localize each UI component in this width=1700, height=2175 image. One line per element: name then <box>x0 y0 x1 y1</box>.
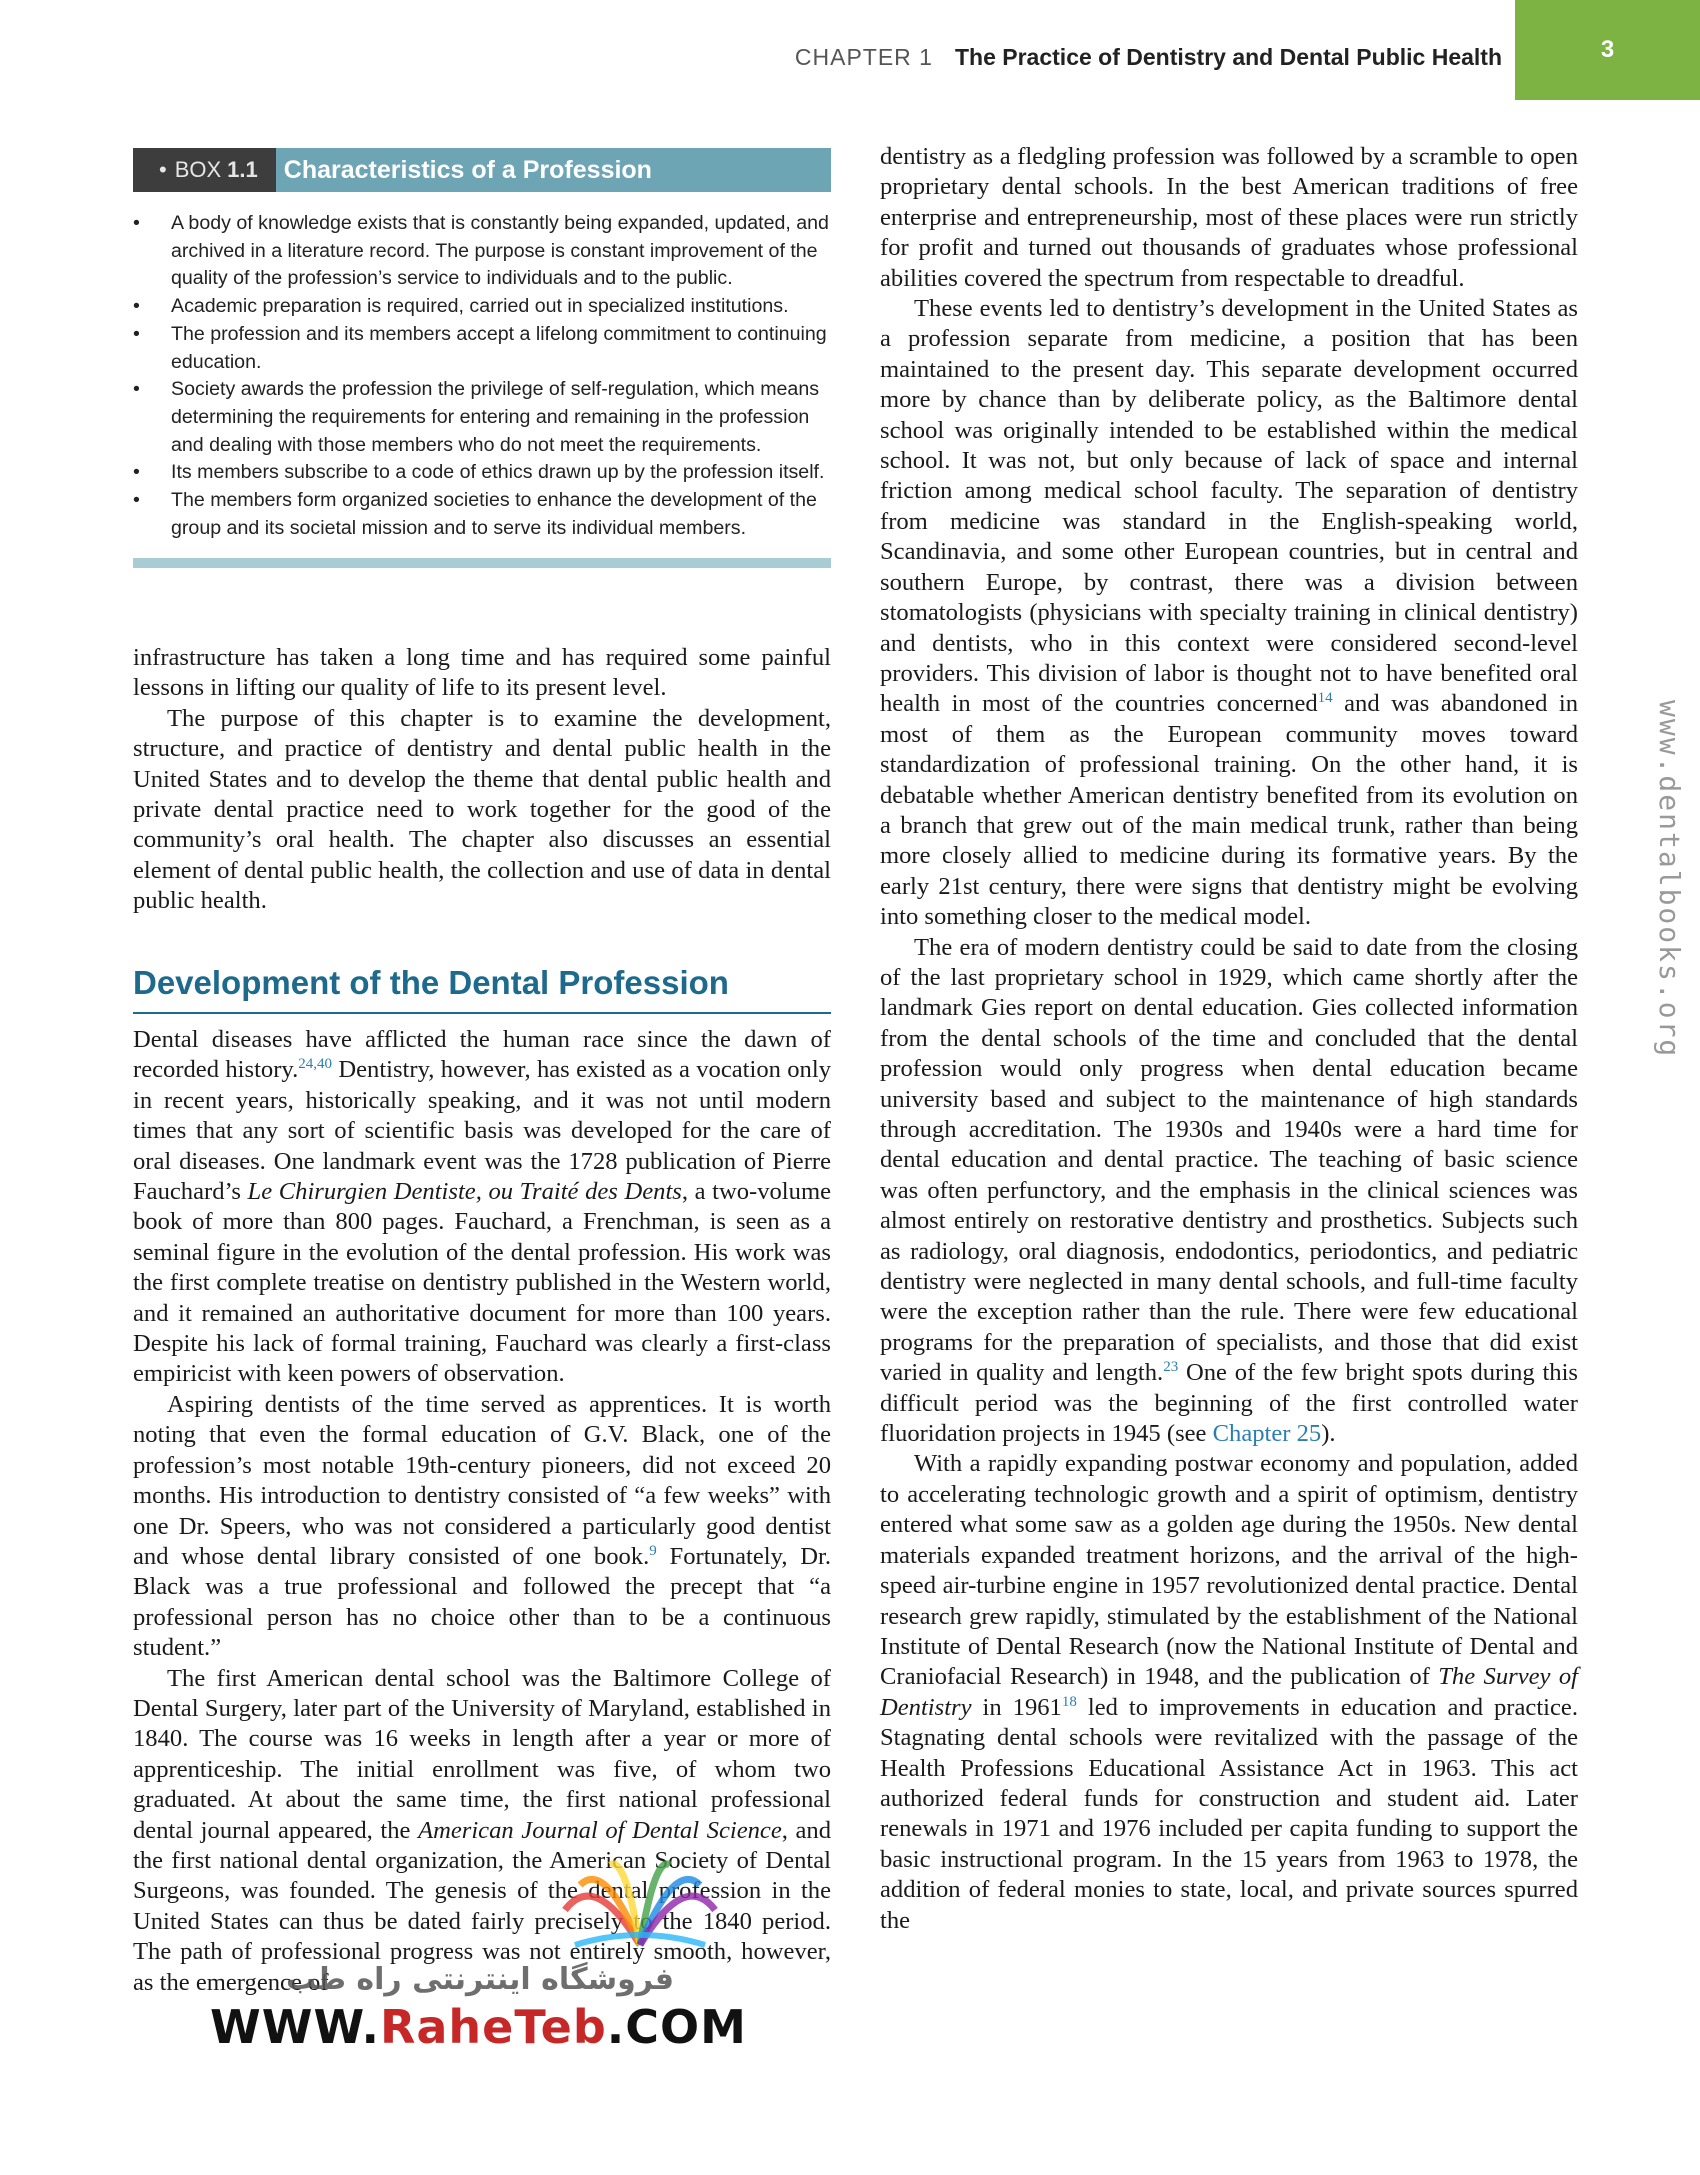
text-run: The first American dental school was the Baltimore College of Dental Surgery, later part of the University of Maryland, established in 1840. The course was 16 weeks in length after a year or more of apprenticeship. The initial enrollment was five, of whom two graduated. At about the same time, the first national professional dental journal appeared, the <box>133 1664 831 1844</box>
text-run: The era of modern dentistry could be said to date from the closing of the last proprietary school in 1929, which came shortly after the landmark Gies report on dental education. Gies collected information from the dental schools of the time and concluded that the dental profession would only progress when dental education became university based and subject to the maintenance of high standards through accreditation. The 1930s and 1940s were a hard time for dental education and dental practice. The teaching of basic science was often perfunctory, and the emphasis in the clinical sciences was almost entirely on restorative dentistry and prosthetics. Subjects such as radiology, oral diagnosis, endodontics, periodontics, and pediatric dentistry were neglected in many dental schools, and full-time faculty were the exception rather than the rule. There were few educational programs for the preparation of specialists, and those that did exist varied in quality and length. <box>880 933 1578 1387</box>
chapter-link[interactable]: Chapter 25 <box>1212 1420 1322 1448</box>
box-title: Characteristics of a Profession <box>276 148 831 192</box>
box-characteristics <box>133 148 831 568</box>
chapter-title: The Practice of Dentistry and Dental Public Health <box>954 44 1502 70</box>
paragraph <box>880 1449 1578 1936</box>
box-label <box>133 148 276 192</box>
box-list <box>133 210 831 542</box>
url-part: WWW. <box>210 2000 380 2054</box>
bullet-icon: • <box>159 157 167 182</box>
text-run: led to improvements in education and practice. Stagnating dental schools were revitalized with the passage of the Health Professions Educational Assistance Act in 1963. This act authorized federal funds for construction and student aid. Later renewals in 1971 and 1976 included per capita funding to support the basic instructional program. In the 15 years from 1963 to 1978, the addition of federal monies to state, local, and private sources spurred the <box>880 1693 1578 1934</box>
text-run: One of the few bright spots during this difficult period was the beginning of the first controlled water fluoridation projects in 1945 (see <box>880 1359 1578 1448</box>
paragraph: dentistry as a fledgling profession was followed by a scramble to open proprietary dental schools. In the best American traditions of free enterprise and entrepreneurship, most of these places were run strictly for profit and turned out thousands of graduates whose professional abilities covered the spectrum from respectable to dreadful. <box>880 143 1578 292</box>
reference-link[interactable]: 9 <box>649 1542 657 1559</box>
paragraph: infrastructure has taken a long time and has required some painful lessons in lifting our quality of life to its present level. <box>133 644 831 702</box>
paragraph <box>880 933 1578 1450</box>
publication-title: The Survey of Dentistry <box>880 1663 1578 1721</box>
box-number: 1.1 <box>227 157 258 182</box>
text-run: , a two-volume book of more than 800 pages. Fauchard, a Frenchman, is seen as a seminal figure in the evolution of the dental profession. His work was the first complete treatise on dentistry published in the Western world, and it remained an authoritative document for more than 100 years. Despite his lack of formal training, Fauchard was clearly a first-class empiricist with keen powers of observation. <box>133 1178 831 1388</box>
paragraph <box>880 294 1578 933</box>
text-run: Dentistry, however, has existed as a vocation only in recent years, historically speaking, and it was not until modern times that any sort of scientific basis was developed for the care of oral diseases. One landmark event was the 1728 publication of Pierre Fauchard’s <box>133 1056 831 1206</box>
text-run: and was abandoned in most of them as the European community moves toward standardization of professional training. On the other hand, it is debatable whether American dentistry benefited from its evolution on a branch that grew out of the main medical trunk, rather than being more closely allied to medicine during its formative years. By the early 21st century, there were signs that dentistry might be evolving into something closer to the medical model. <box>880 690 1578 931</box>
book-logo-icon <box>555 1850 725 1960</box>
list-item: • Its members subscribe to a code of ethics drawn up by the profession itself. <box>133 459 831 487</box>
list-item: • A body of knowledge exists that is constantly being expanded, updated, and archived in a literature record. The purpose is constant improvement of the quality of the profession’s service to individuals and to the public. <box>133 210 831 293</box>
text-run: These events led to dentistry’s development in the United States as a profession separate from medicine, a position that has been maintained to the present day. This separate development occurred more by chance than by deliberate policy, as the Baltimore dental school was originally intended to be established within the medical school. It was not, but only because of lack of space and internal friction among medical school faculty. The separation of dentistry from medicine was standard in the English-speaking world, Scandinavia, and some other European countries, but in central and southern Europe, by contrast, there was a division between stomatologists (physicians with specialty training in clinical dentistry) and dentists, who in this context were considered second-level providers. This division of labor is thought not to have benefited oral health in most of the countries concerned <box>880 295 1578 718</box>
box-label-text: BOX <box>174 157 222 182</box>
reference-link[interactable]: 18 <box>1061 1693 1077 1710</box>
reference-link[interactable]: 14 <box>1317 690 1333 707</box>
bottom-watermark <box>200 1850 760 2054</box>
url-part: RaheTeb <box>379 2000 607 2054</box>
text-run: ). <box>1321 1420 1336 1448</box>
text-run: in 1961 <box>971 1693 1062 1721</box>
text-run: , and the first national dental organization, the American Society of Dental Surgeons, was founded. The genesis of the dental profession in the United States can thus be dated fairly precisely to the 1840 period. The path of professional progress was not entirely smooth, however, as the emergence of <box>133 1816 831 1996</box>
paragraph <box>133 1390 831 1664</box>
reference-link[interactable]: 23 <box>1163 1359 1179 1376</box>
store-name-text: فروشگاه اینترنتی راه طب <box>285 1962 675 1997</box>
text-run: Fortunately, Dr. Black was a true professional and followed the precept that “a professional person has no choice other than to be a continuous student.” <box>133 1542 831 1662</box>
box-header <box>133 148 831 192</box>
store-url <box>210 2000 747 2054</box>
list-item: • Society awards the profession the privilege of self-regulation, which means determining the requirements for entering and remaining in the profession and dealing with those members who do not meet the requirements. <box>133 376 831 459</box>
side-watermark <box>1652 700 1692 1120</box>
right-column <box>880 142 1578 1936</box>
running-header <box>795 44 1502 71</box>
journal-title: American Journal of Dental Science <box>418 1816 782 1844</box>
page-number: 3 <box>1600 36 1615 63</box>
left-column-top <box>133 643 831 917</box>
text-run: Aspiring dentists of the time served as apprentices. It is worth noting that even the formal education of G.V. Black, one of the profession’s most notable 19th-century pioneers, did not exceed 20 months. His introduction to dentistry consisted of “a few weeks” with one Dr. Speers, who was not considered a particularly good dentist and whose dental library consisted of one book. <box>133 1390 831 1570</box>
book-title: Le Chirurgien Dentiste, ou Traité des Dents <box>247 1178 682 1206</box>
list-item: • The members form organized societies to enhance the development of the group and its societal mission and to serve its individual members. <box>133 487 831 542</box>
chapter-label: CHAPTER 1 <box>794 44 933 70</box>
page-number-tab <box>1515 0 1700 100</box>
paragraph: The purpose of this chapter is to examine the development, structure, and practice of dentistry and dental public health in the United States and to develop the theme that dental public health and private dental practice need to work together for the good of the community’s oral health. The chapter also discusses an essential element of dental public health, the collection and use of data in dental public health. <box>133 704 831 915</box>
paragraph <box>133 1025 831 1390</box>
list-item: • Academic preparation is required, carried out in specialized institutions. <box>133 293 831 321</box>
text-run: Dental diseases have afflicted the human race since the dawn of recorded history. <box>133 1026 831 1084</box>
box-bottom-rule <box>133 558 831 568</box>
list-item: • The profession and its members accept a lifelong commitment to continuing education. <box>133 321 831 376</box>
side-watermark-text: www.dentalbooks.org <box>1653 700 1686 1059</box>
reference-link[interactable]: 24,40 <box>298 1056 332 1073</box>
url-part: .COM <box>606 2000 747 2054</box>
text-run: With a rapidly expanding postwar economy and population, added to accelerating technologic growth and a spirit of optimism, dentistry entered what some saw as a golden age during the 1950s. New dental materials expanded treatment horizons, and the arrival of the high-speed air-turbine engine in 1957 revolutionized dental practice. Dental research grew rapidly, stimulated by the establishment of the National Institute of Dental Research (now the National Institute of Dental and Craniofacial Research) in 1948, and the publication of <box>880 1450 1578 1691</box>
section-heading: Development of the Dental Profession <box>133 964 831 1014</box>
